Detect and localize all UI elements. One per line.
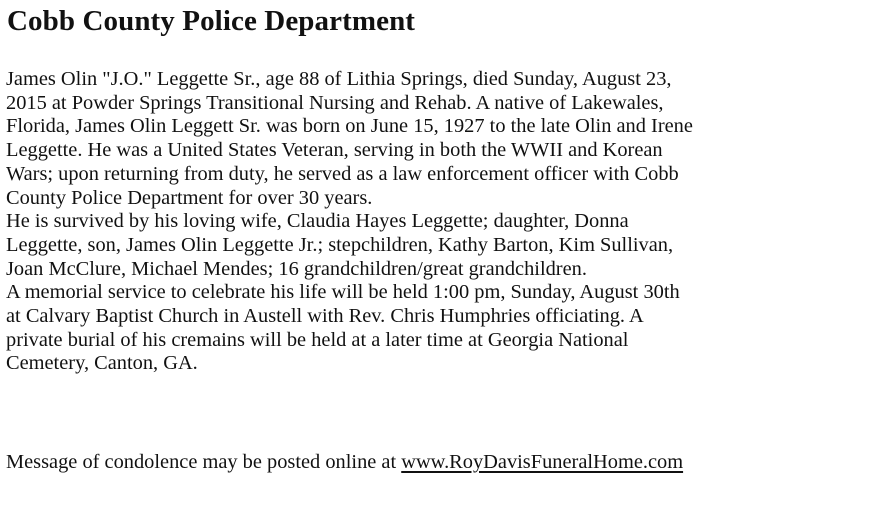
body-line: A memorial service to celebrate his life will be held 1:00 pm, Sunday, August 30th [6,281,680,304]
condolence-message [6,450,683,474]
condolence-text: Message of condolence may be posted online at [6,451,402,473]
body-line: Leggette, son, James Olin Leggette Jr.; stepchildren, Kathy Barton, Kim Sullivan, [6,233,674,256]
body-line: Cemetery, Canton, GA. [6,352,198,375]
body-line: He is survived by his loving wife, Claudia Hayes Leggette; daughter, Donna [6,210,629,233]
body-line: private burial of his cremains will be held at a later time at Georgia National [6,328,629,351]
obituary-body [6,68,878,376]
body-line: Leggette. He was a United States Veteran, serving in both the WWII and Korean [6,139,663,162]
body-line: Joan McClure, Michael Mendes; 16 grandchildren/great grandchildren. [6,257,587,280]
body-line: James Olin "J.O." Leggette Sr., age 88 of Lithia Springs, died Sunday, August 23, [6,68,672,90]
funeral-home-link[interactable]: www.RoyDavisFuneralHome.com [401,451,684,473]
body-line: Wars; upon returning from duty, he served as a law enforcement officer with Cobb [6,162,679,185]
body-line: 2015 at Powder Springs Transitional Nursing and Rehab. A native of Lakewales, [6,91,664,114]
body-line: Florida, James Olin Leggett Sr. was born on June 15, 1927 to the late Olin and Irene [6,115,693,138]
body-line: at Calvary Baptist Church in Austell with Rev. Chris Humphries officiating. A [6,305,644,328]
body-line: County Police Department for over 30 years. [6,186,373,209]
document-title: Cobb County Police Department [7,5,416,37]
